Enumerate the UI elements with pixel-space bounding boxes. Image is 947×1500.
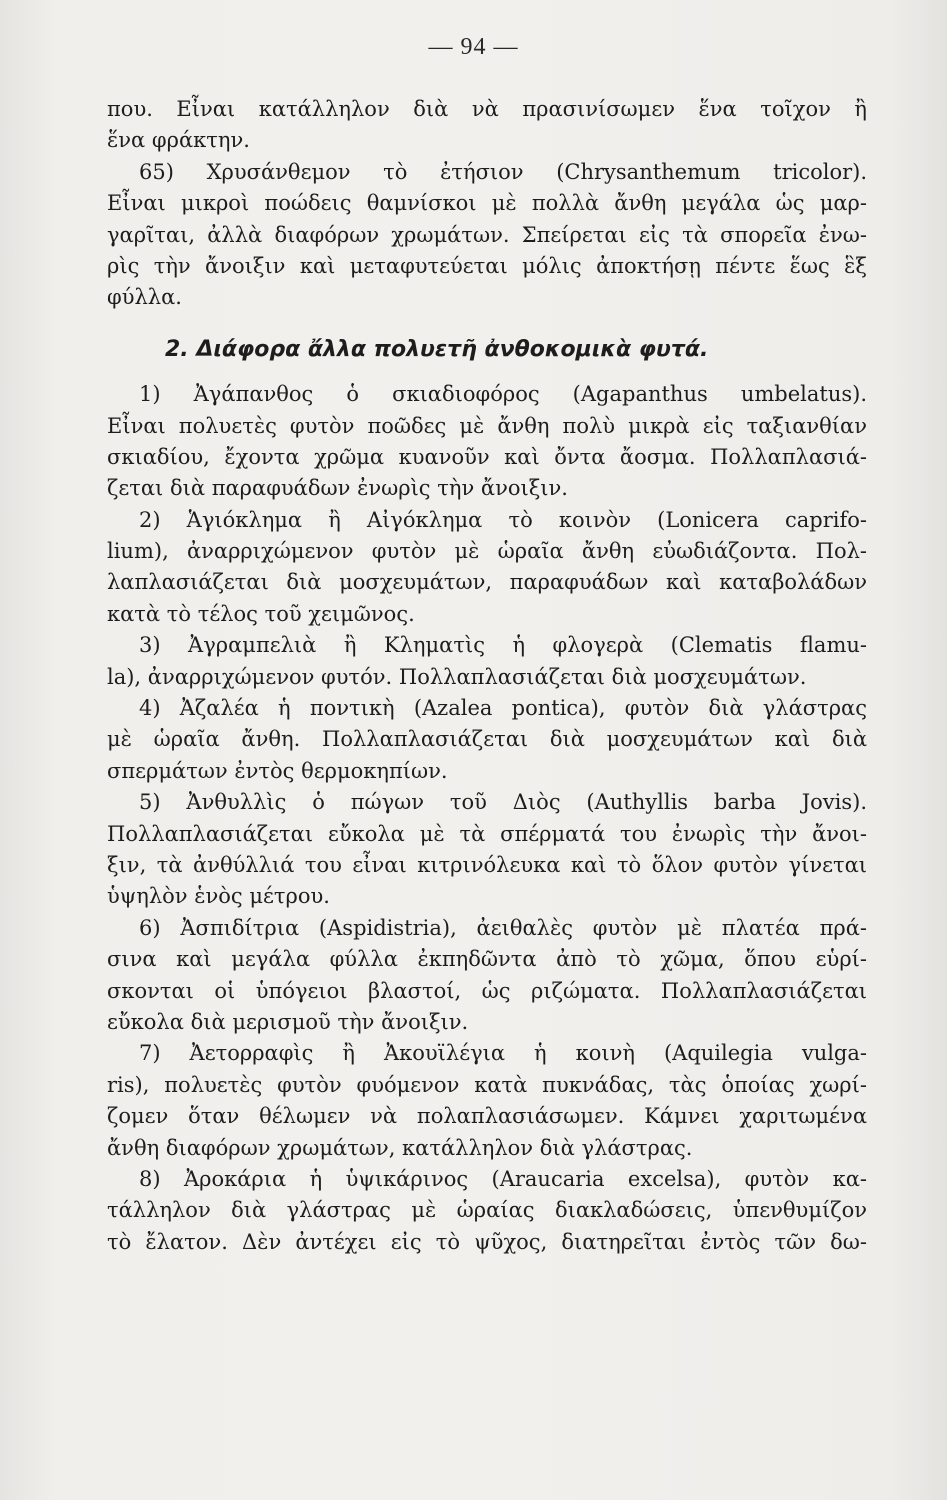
entry-title-line: 4) Ἀζαλέα ἡ ποντικὴ (Azalea pontica), φυτὸν διὰ γλάστρας: [139, 696, 867, 721]
text-line: σπερμάτων ἐντὸς θερμοκηπίων.: [107, 758, 448, 783]
text-line: ἕνα φράκτην.: [107, 128, 250, 153]
text-line: ρὶς τὴν ἄνοιξιν καὶ μεταφυτεύεται μόλις ἀποκτήσῃ πέντε ἕως ἓξ: [107, 253, 867, 278]
text-line: ὑψηλὸν ἑνὸς μέτρου.: [107, 884, 330, 909]
body-text: [107, 94, 867, 1258]
text-line: σκονται οἱ ὑπόγειοι βλαστοί, ὡς ριζώματα. Πολλαπλασιάζεται: [107, 978, 867, 1003]
section-heading: 2. Διάφορα ἄλλα πολυετῆ ἀνθοκομικὰ φυτά.: [165, 336, 709, 362]
entry-title-line: 6) Ἀσπιδίτρια (Aspidistria), ἀειθαλὲς φυτὸν μὲ πλατέα πρά-: [139, 915, 867, 940]
text-line: κατὰ τὸ τέλος τοῦ χειμῶνος.: [107, 601, 415, 626]
entry-title-line: 3) Ἀγραμπελιὰ ἢ Κληματὶς ἡ φλογερὰ (Clematis flamu-: [139, 633, 867, 658]
entry-title-line: 1) Ἀγάπανθος ὁ σκιαδιοφόρος (Agapanthus umbelatus).: [139, 382, 867, 407]
text-line: λαπλασιάζεται διὰ μοσχευμάτων, παραφυάδων καὶ καταβολάδων: [107, 570, 867, 595]
text-line: μὲ ὡραῖα ἄνθη. Πολλαπλασιάζεται διὰ μοσχευμάτων καὶ διὰ: [107, 727, 867, 752]
text-line: σκιαδίου, ἔχοντα χρῶμα κυανοῦν καὶ ὄντα ἄοσμα. Πολλαπλασιά-: [107, 444, 867, 469]
text-line: σινα καὶ μεγάλα φύλλα ἐκπηδῶντα ἀπὸ τὸ χῶμα, ὅπου εὑρί-: [107, 947, 867, 972]
text-line: lium), ἀναρριχώμενον φυτὸν μὲ ὡραῖα ἄνθη εὐωδιάζοντα. Πολ-: [107, 539, 867, 564]
text-line: ἄνθη διαφόρων χρωμάτων, κατάλληλον διὰ γλάστρας.: [107, 1135, 693, 1160]
text-line: εὔκολα διὰ μερισμοῦ τὴν ἄνοιξιν.: [107, 1009, 469, 1034]
text-line: ζεται διὰ παραφυάδων ἐνωρὶς τὴν ἄνοιξιν.: [107, 476, 568, 501]
text-line: ξιν, τὰ ἀνθύλλιά του εἶναι κιτρινόλευκα καὶ τὸ ὅλον φυτὸν γίνεται: [107, 852, 867, 877]
text-line: Εἶναι πολυετὲς φυτὸν ποῶδες μὲ ἄνθη πολὺ μικρὰ εἰς ταξιανθίαν: [107, 413, 867, 438]
text-line: γαρῖται, ἀλλὰ διαφόρων χρωμάτων. Σπείρεται εἰς τὰ σπορεῖα ἐνω-: [107, 222, 867, 247]
entry-title-line: 8) Ἀροκάρια ἡ ὑψικάρινος (Araucaria excelsa), φυτὸν κα-: [139, 1166, 867, 1191]
entry-title-line: 5) Ἀνθυλλὶς ὁ πώγων τοῦ Διὸς (Authyllis barba Jovis).: [139, 790, 867, 815]
entry-title-line: 2) Ἁγιόκλημα ἢ Αἰγόκλημα τὸ κοινὸν (Lonicera caprifo-: [139, 507, 867, 532]
text-line: τάλληλον διὰ γλάστρας μὲ ὡραίας διακλαδώσεις, ὑπενθυμίζον: [107, 1198, 867, 1223]
page-number: — 94 —: [428, 34, 519, 60]
text-line: τὸ ἔλατον. Δὲν ἀντέχει εἰς τὸ ψῦχος, διατηρεῖται ἐντὸς τῶν δω-: [107, 1229, 867, 1254]
text-line: Εἶναι μικροὶ ποώδεις θαμνίσκοι μὲ πολλὰ ἄνθη μεγάλα ὡς μαρ-: [107, 191, 867, 216]
text-line: που. Εἶναι κατάλληλον διὰ νὰ πρασινίσωμεν ἕνα τοῖχον ἢ: [107, 97, 867, 121]
text-line: Πολλαπλασιάζεται εὔκολα μὲ τὰ σπέρματά του ἐνωρὶς τὴν ἄνοι-: [107, 821, 867, 846]
text-line: φύλλα.: [107, 285, 182, 310]
text-line: ζομεν ὅταν θέλωμεν νὰ πολαπλασιάσωμεν. Κάμνει χαριτωμένα: [107, 1104, 867, 1129]
text-line: la), ἀναρριχώμενον φυτόν. Πολλαπλασιάζεται διὰ μοσχευμάτων.: [107, 664, 807, 689]
text-line: ris), πολυετὲς φυτὸν φυόμενον κατὰ πυκνάδας, τὰς ὁποίας χωρί-: [107, 1072, 867, 1097]
entry-title-line: 7) Ἀετορραφὶς ἢ Ἀκουϊλέγια ἡ κοινὴ (Aquilegia vulga-: [139, 1041, 867, 1066]
entry-title-line: 65) Χρυσάνθεμον τὸ ἐτήσιον (Chrysanthemum tricolor).: [139, 159, 867, 184]
